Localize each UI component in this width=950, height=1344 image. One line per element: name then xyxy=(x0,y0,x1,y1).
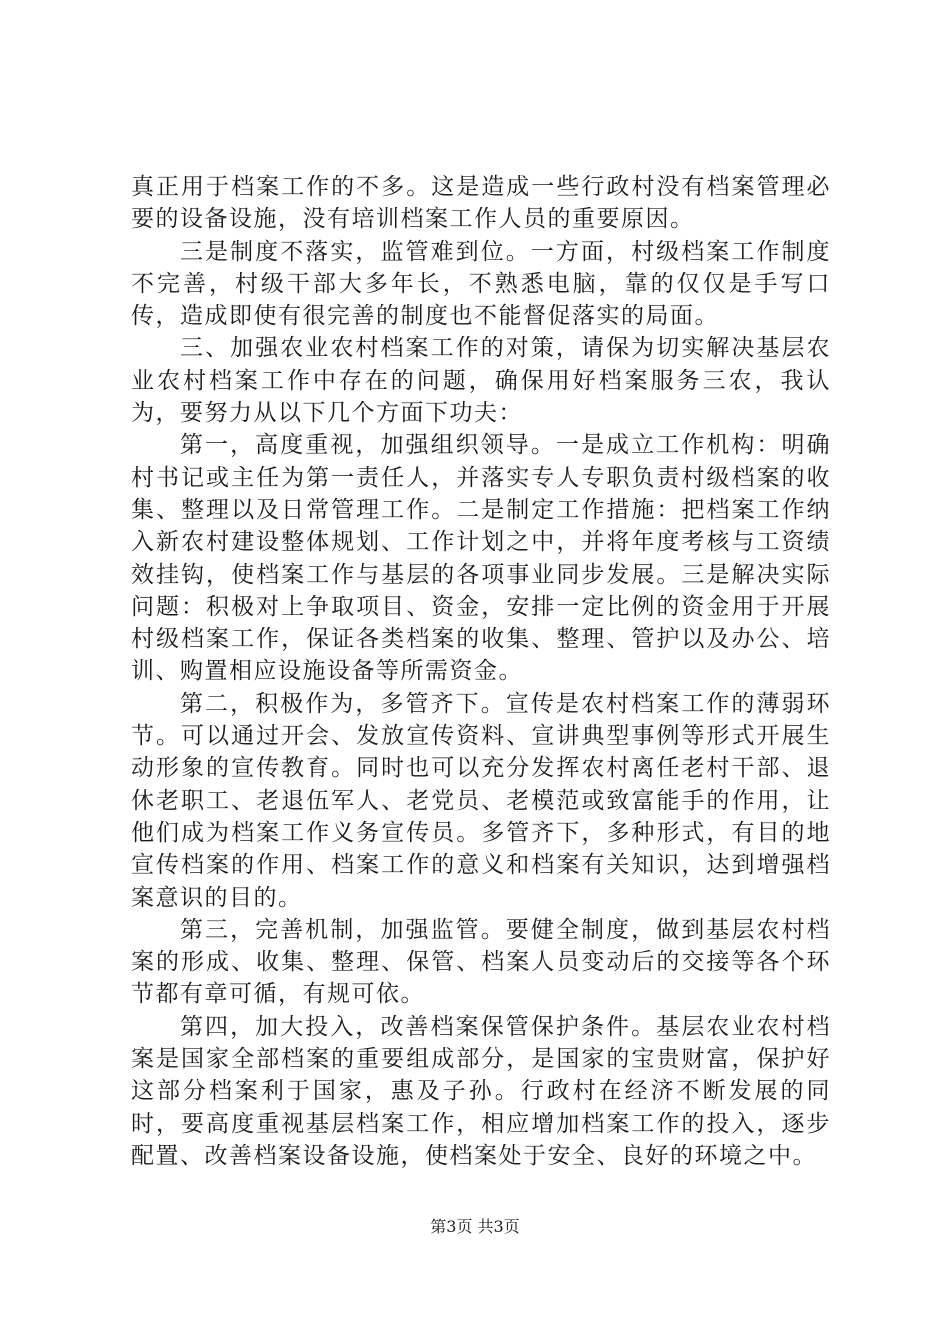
paragraph-supervision-issue: 三是制度不落实，监管难到位。一方面，村级档案工作制度不完善，村级干部大多年长，不熟悉电脑，靠的仅仅是手写口传，造成即使有很完善的制度也不能督促落实的局面。 xyxy=(131,238,831,330)
paragraph-third-measure: 第三，完善机制，加强监管。要健全制度，做到基层农村档案的形成、收集、整理、保管、档案人员变动后的交接等各个环节都有章可循，有规可依。 xyxy=(131,916,831,1008)
paragraph-continuation: 真正用于档案工作的不多。这是造成一些行政村没有档案管理必要的设备设施，没有培训档案工作人员的重要原因。 xyxy=(131,174,831,233)
paragraph-first-measure: 第一，高度重视，加强组织领导。一是成立工作机构：明确村书记或主任为第一责任人，并落实专人专职负责村级档案的收集、整理以及日常管理工作。二是制定工作措施：把档案工作纳入新农村建设整体规划、工作计划之中，并将年度考核与工资绩效挂钩，使档案工作与基层的各项事业同步发展。三是解决实际问题：积极对上争取项目、资金，安排一定比例的资金用于开展村级档案工作，保证各类档案的收集、整理、管护以及办公、培训、购置相应设施设备等所需资金。 xyxy=(131,432,831,685)
paragraph-fourth-measure: 第四，加大投入，改善档案保管保护条件。基层农业农村档案是国家全部档案的重要组成部分，是国家的宝贵财富，保护好这部分档案利于国家，惠及子孙。行政村在经济不断发展的同时，要高度重视基层档案工作，相应增加档案工作的投入，逐步配置、改善档案设备设施，使档案处于安全、良好的环境之中。 xyxy=(131,1013,831,1169)
document-body xyxy=(131,171,831,1172)
page-number-footer: 第3页 共3页 xyxy=(430,1217,520,1236)
paragraph-second-measure: 第二，积极作为，多管齐下。宣传是农村档案工作的薄弱环节。可以通过开会、发放宣传资料、宣讲典型事例等形式开展生动形象的宣传教育。同时也可以充分发挥农村离任老村干部、退休老职工、老退伍军人、老党员、老模范或致富能手的作用，让他们成为档案工作义务宣传员。多管齐下，多种形式，有目的地宣传档案的作用、档案工作的意义和档案有关知识，达到增强档案意识的目的。 xyxy=(131,690,831,911)
paragraph-countermeasures-heading: 三、加强农业农村档案工作的对策，请保为切实解决基层农业农村档案工作中存在的问题，确保用好档案服务三农，我认为，要努力从以下几个方面下功夫： xyxy=(131,335,831,427)
